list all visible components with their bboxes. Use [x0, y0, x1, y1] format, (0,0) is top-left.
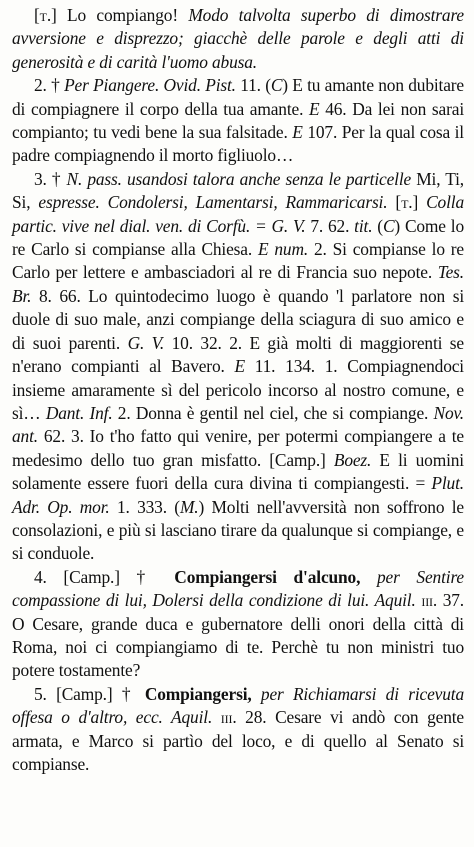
entry-intro-segment: t [39, 5, 47, 25]
entry-2-segment: 2. † [34, 75, 65, 96]
entry-2 [12, 74, 464, 168]
entry-4-segment: per Sentire compassione di lui, Dolersi della condizione di lui. Aquil. [12, 566, 464, 611]
entry-3-segment: Colla partic. vive nel dial. ven. di Corfù. = G. V. [12, 192, 464, 236]
entry-2-segment: 107. Per la qual cosa il padre compiagnendo il morto figliuolo… [12, 122, 464, 166]
entry-4-segment: Compiangersi d'alcuno, [174, 566, 361, 587]
entry-3-segment: G. V. [127, 332, 165, 353]
entry-2-segment: 46. Da lei non sarai compianto; tu vedi bene la sua falsitade. [12, 98, 465, 143]
entry-2-segment: C [270, 75, 283, 96]
entry-3-segment: 2. Donna è gentil nel ciel, che si compiange. [112, 402, 434, 423]
entry-3-segment: t [401, 192, 409, 213]
entry-3-segment: ) Molti nell'avversità non soffrono le consolazioni, e più si lasciano tirare da qualunque si compiange, e si conduole. [12, 496, 465, 564]
entry-intro-segment: Modo talvolta superbo di dimostrare avversione e disprezzo; giacchè delle parole e degli atti di generosità e di carità l'uomo abusa. [12, 5, 465, 72]
entry-3-segment: ( [372, 215, 383, 236]
entry-2-segment: 11. ( [235, 75, 271, 96]
entry-3-segment: .] [408, 192, 427, 213]
entry-5-segment: per Richiamarsi di ricevuta offesa o d'altro, ecc. Aquil. [12, 683, 464, 728]
entry-5-segment: . 28. Cesare vi andò con gente armata, e Marco si partìo del loco, e di quello al Senato si compianse. [12, 707, 465, 774]
entry-2-segment: ) E tu amante non dubitare di compiagnere il corpo della tua amante. [12, 75, 465, 119]
entry-3-segment: Nov. ant. [12, 402, 464, 447]
entry-intro [12, 4, 464, 74]
entry-3-segment: ) Come lo re Carlo si compianse alla Chiesa. [12, 215, 464, 260]
entry-3-segment: E li uomini solamente essere fuori della cura divina ti compiangesti. = [12, 449, 464, 494]
text-column [12, 4, 464, 776]
entry-4-segment: . 37. O Cesare, grande duca e gubernatore delli onori della città di Roma, noi ci compiangiamo di te. Perchè tu non ministri tuo potere tostamente? [12, 590, 465, 681]
entry-4 [12, 566, 464, 683]
entry-3-segment: 62. 3. Io t'ho fatto qui venire, per potermi compiangere a te medesimo dello tuo gran misfatto. [Camp.] [12, 426, 464, 470]
entry-5-segment: 5. [Camp.] † [34, 683, 145, 704]
entry-3-segment: 10. 32. 2. E già molti di maggiorenti se n'erano compianti al Bavero. [12, 332, 464, 377]
entry-3-segment: 1. 333. ( [109, 496, 180, 517]
entry-2-segment: E [309, 98, 320, 119]
entry-4-segment: 4. [Camp.] † [34, 566, 175, 587]
entry-2-segment: E [292, 122, 303, 143]
entry-3-segment: 3. † [34, 168, 67, 189]
entry-3-segment: E num. [257, 239, 309, 260]
entry-3-segment: 11. 134. 1. Compiagnendoci insieme amaramente sì del pericolo incorso al nostro comune, e sì… [12, 356, 464, 423]
entry-3-segment: 2. Si compianse lo re Carlo per lettere e ambasciadori al re di Francia suo nepote. [12, 239, 464, 283]
entry-intro-segment: [ [34, 5, 40, 25]
entry-3 [12, 168, 464, 566]
entry-3-segment: Dant. Inf. [45, 402, 113, 423]
entry-3-segment: Mi, Ti, Si, [12, 168, 464, 213]
entry-3-segment: [ [387, 192, 402, 213]
entry-3-segment: Plut. Adr. Op. mor. [12, 473, 464, 517]
entry-3-segment: tit. [354, 215, 373, 236]
entry-2-segment: Per Piangere. Ovid. Pist. [64, 75, 236, 96]
entry-3-segment: Tes. Br. [12, 262, 464, 306]
entry-3-segment: N. pass. usandosi talora anche senza le particelle [66, 168, 412, 189]
entry-3-segment: 7. 62. [305, 215, 355, 236]
entry-3-segment: espresse. Condolersi, Lamentarsi, Rammaricarsi. [38, 192, 388, 213]
entry-3-segment: C [382, 215, 395, 236]
entry-5-segment: Compiangersi, [144, 683, 252, 704]
entry-5-segment [212, 707, 221, 727]
entry-intro-segment: .] Lo compiango! [46, 5, 189, 25]
entry-4-segment: iii [421, 590, 433, 611]
entry-3-segment: Boez. [333, 449, 372, 470]
entry-5 [12, 683, 464, 777]
entry-3-segment: 8. 66. Lo quintodecimo luogo è quando 'l parlatore non si duole di suo male, anzi compiange della sciagura di suo amico e di suoi parenti. [12, 285, 464, 353]
entry-3-segment: E [234, 356, 245, 377]
entry-5-segment: iii [220, 707, 233, 728]
entry-3-segment: M. [179, 496, 199, 517]
